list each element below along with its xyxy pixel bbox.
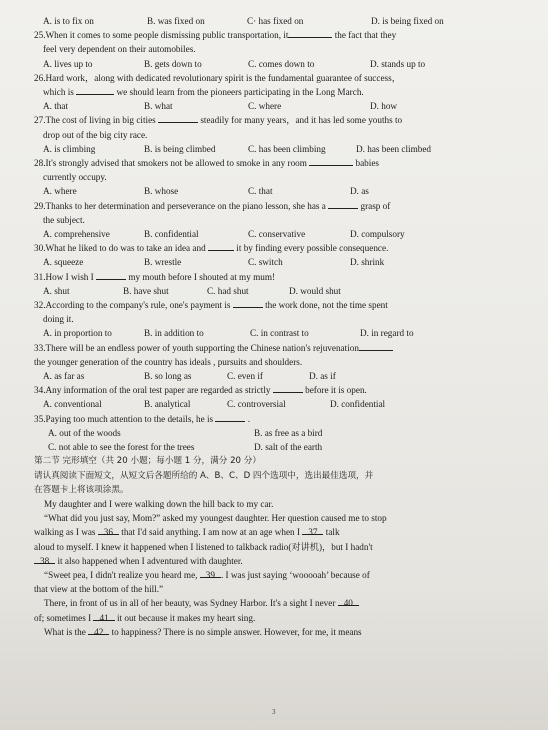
q35-option-b: B. as free as a bird <box>254 427 323 438</box>
passage-paragraph-2: “What did you just say, Mom?” asked my youngest daughter. Her question caused me to stop <box>44 513 387 524</box>
q33-option-b: B. so long as <box>144 371 192 382</box>
q32-stem: 32.According to the company's rule, one's payment is the work done, not the time spent <box>34 300 388 311</box>
blank-41: 41 <box>93 611 114 621</box>
q29-stem: 29.Thanks to her determination and perseverance on the piano lesson, she has a grasp of <box>34 200 391 211</box>
q29-stem-cont: the subject. <box>43 214 85 225</box>
passage-line: walking as I was 36 that I'd said anything. I am now at an age when I 37 talk <box>34 527 340 538</box>
q28-options <box>34 184 518 198</box>
q34-option-b: B. analytical <box>144 399 191 410</box>
q25-option-b: B. gets down to <box>144 58 202 69</box>
q25-stem-cont: feel very dependent on their automobiles. <box>43 44 196 55</box>
q32-option-a: A. in proportion to <box>43 328 112 339</box>
q33-option-d: D. as if <box>309 371 336 382</box>
q32-option-c: C. in contrast to <box>250 328 309 339</box>
blank-39: 39 <box>200 568 221 578</box>
q31-option-c: C. had shut <box>207 285 249 296</box>
q25-options <box>34 57 518 71</box>
q34-option-a: A. conventional <box>43 399 102 410</box>
q27-stem-cont: drop out of the big city race. <box>43 129 148 140</box>
q30-options <box>34 255 518 269</box>
q29-option-b: B. confidential <box>144 229 199 240</box>
q28-option-c: C. that <box>248 186 273 197</box>
q33-option-a: A. as far as <box>43 371 85 382</box>
q31-options <box>34 284 518 298</box>
q24-option-c: C· has fixed on <box>247 16 304 26</box>
q28-option-a: A. where <box>43 186 77 197</box>
q26-option-b: B. what <box>144 101 173 112</box>
q25-option-d: D. stands up to <box>370 58 426 69</box>
q32-option-b: B. in addition to <box>144 328 204 339</box>
q35-options-row1 <box>34 426 518 440</box>
passage-line: 38 it also happened when I adventured with daughter. <box>34 554 518 568</box>
q26-option-d: D. how <box>370 101 398 112</box>
passage-line: aloud to myself. I knew it happened when I listened to talkback radio(对讲机)，but I hadn't <box>34 541 373 552</box>
q30-option-b: B. wrestle <box>144 257 182 268</box>
page-number: 3 <box>272 708 276 716</box>
q27-option-c: C. has been climbing <box>248 143 326 154</box>
q26-stem: 26.Hard work，along with dedicated revolutionary spirit is the fundamental guarantee of success， <box>34 72 401 83</box>
q27-option-d: D. has been climbed <box>356 143 432 154</box>
blank-36: 36 <box>98 525 119 535</box>
q34-option-c: C. controversial <box>227 399 286 410</box>
q33-stem: 33.There will be an endless power of youth supporting the Chinese nation's rejuvenation <box>34 341 518 355</box>
q30-option-c: C. switch <box>248 257 283 268</box>
q31-option-d: D. would shut <box>289 285 341 296</box>
q31-stem: 31.How I wish I my mouth before I shouted at my mum! <box>34 271 276 282</box>
q28-option-b: B. whose <box>144 186 179 197</box>
passage-paragraph-1: My daughter and I were walking down the hill back to my car. <box>44 498 274 509</box>
q26-options <box>34 99 518 113</box>
q26-option-c: C. where <box>248 101 282 112</box>
q33-stem-cont: the younger generation of the country has ideals , pursuits and shoulders. <box>34 356 303 367</box>
q24-options <box>34 14 518 28</box>
blank-40: 40 <box>338 596 359 606</box>
q35-stem: 35.Paying too much attention to the details, he is . <box>34 413 251 424</box>
passage-paragraph-3: “Sweet pea, I didn't realize you heard me, 39 . I was just saying ‘wooooah’ because of <box>44 569 370 580</box>
q35-option-d: D. salt of the earth <box>254 442 323 453</box>
q26-option-a: A. that <box>43 101 69 112</box>
passage-paragraph-5: What is the 42 to happiness? There is no simple answer. However, for me, it means <box>44 626 362 637</box>
section-instructions: 请认真阅读下面短文，从短文后各题所给的 A、B、C、D 四个选项中，选出最佳选项，并 <box>34 470 374 481</box>
q29-options <box>34 227 518 241</box>
q28-option-d: D. as <box>350 186 369 197</box>
section-title: 第二节 完形填空（共 20 小题；每小题 1 分，满分 20 分） <box>34 456 261 467</box>
q27-option-b: B. is being climbed <box>144 143 216 154</box>
q31-option-b: B. have shut <box>123 285 169 296</box>
q28-stem-cont: currently occupy. <box>43 172 107 183</box>
page-content <box>34 14 518 639</box>
q34-stem: 34.Any information of the oral test paper are regarded as strictly before it is open. <box>34 385 367 396</box>
q24-option-a: A. is to fix on <box>43 16 94 26</box>
q30-stem: 30.What he liked to do was to take an idea and it by finding every possible consequence. <box>34 243 389 254</box>
q33-option-c: C. even if <box>227 371 263 382</box>
q27-options <box>34 142 518 156</box>
q35-option-a: A. out of the woods <box>48 427 121 438</box>
q35-option-c: C. not able to see the forest for the trees <box>48 442 195 453</box>
q32-option-d: D. in regard to <box>360 328 414 339</box>
q32-options <box>34 326 518 340</box>
passage-line: of; sometimes I 41 it out because it makes my heart sing. <box>34 612 256 623</box>
q29-option-a: A. comprehensive <box>43 229 110 240</box>
q30-option-d: D. shrink <box>350 257 385 268</box>
blank-38: 38 <box>34 554 55 564</box>
q25-option-c: C. comes down to <box>248 58 315 69</box>
q32-stem-cont: doing it. <box>43 314 74 325</box>
q25-option-a: A. lives up to <box>43 58 93 69</box>
q24-option-b: B. was fixed on <box>147 16 205 26</box>
q34-options <box>34 397 518 411</box>
blank-42: 42 <box>88 625 109 635</box>
section-instructions-cont: 在答题卡上将该项涂黑。 <box>34 484 129 495</box>
q34-option-d: D. confidential <box>330 399 386 410</box>
q25-stem: 25.When it comes to some people dismissing public transportation, it the fact that they <box>34 30 397 41</box>
q27-stem: 27.The cost of living in big cities steadily for many years，and it has led some youths to <box>34 115 403 126</box>
passage-paragraph-4: There, in front of us in all of her beauty, was Sydney Harbor. It's a sight I never 40 <box>34 596 518 610</box>
q31-option-a: A. shut <box>43 285 70 296</box>
q28-stem: 28.It's strongly advised that smokers not be allowed to smoke in any room babies <box>34 158 379 169</box>
q27-option-a: A. is climbing <box>43 143 96 154</box>
q35-options-row2 <box>34 440 518 454</box>
q33-options <box>34 369 518 383</box>
q26-stem-cont: which is we should learn from the pioneers participating in the Long March. <box>43 87 364 98</box>
q29-option-d: D. compulsory <box>350 229 405 240</box>
blank-37: 37 <box>302 525 323 535</box>
q29-option-c: C. conservative <box>248 229 306 240</box>
q30-option-a: A. squeeze <box>43 257 84 268</box>
passage-line: that view at the bottom of the hill.” <box>34 584 164 595</box>
q24-option-d: D. is being fixed on <box>371 16 444 26</box>
